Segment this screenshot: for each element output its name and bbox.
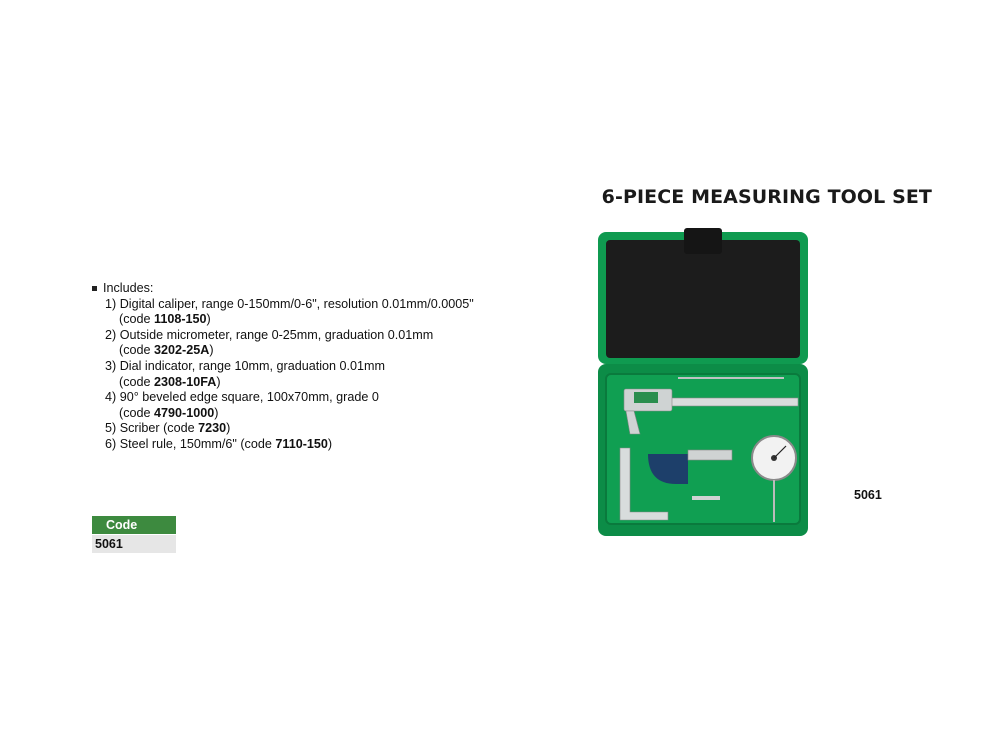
- code-table: [92, 516, 176, 553]
- list-item: 3) Dial indicator, range 10mm, graduation 0.01mm: [105, 358, 386, 373]
- square-bullet-icon: [92, 286, 97, 291]
- list-item: 1) Digital caliper, range 0-150mm/0-6", resolution 0.01mm/0.0005": [105, 296, 474, 311]
- includes-list: [92, 281, 474, 453]
- product-photo: [596, 226, 810, 536]
- list-item: 4) 90° beveled edge square, 100x70mm, grade 0: [105, 390, 379, 405]
- list-item: 5) Scriber (code 7230): [105, 421, 231, 436]
- includes-heading: Includes:: [92, 281, 474, 297]
- item-code-line: (code 1108-150): [119, 312, 211, 327]
- foam-insert: [606, 240, 800, 358]
- code-table-header: Code: [92, 516, 176, 534]
- code-table-value: 5061: [92, 534, 176, 553]
- micrometer-thimble: [688, 450, 732, 460]
- item-code-line: (code 2308-10FA): [119, 374, 221, 389]
- product-title: 6-PIECE MEASURING TOOL SET: [601, 186, 932, 208]
- caliper-display: [634, 392, 658, 403]
- item-code-line: (code 4790-1000): [119, 405, 219, 420]
- list-item: 6) Steel rule, 150mm/6" (code 7110-150): [105, 436, 333, 451]
- product-code-label: 5061: [854, 488, 882, 502]
- item-code-line: (code 3202-25A): [119, 343, 214, 358]
- list-item: 2) Outside micrometer, range 0-25mm, graduation 0.01mm: [105, 327, 434, 342]
- case-clasp: [684, 228, 722, 254]
